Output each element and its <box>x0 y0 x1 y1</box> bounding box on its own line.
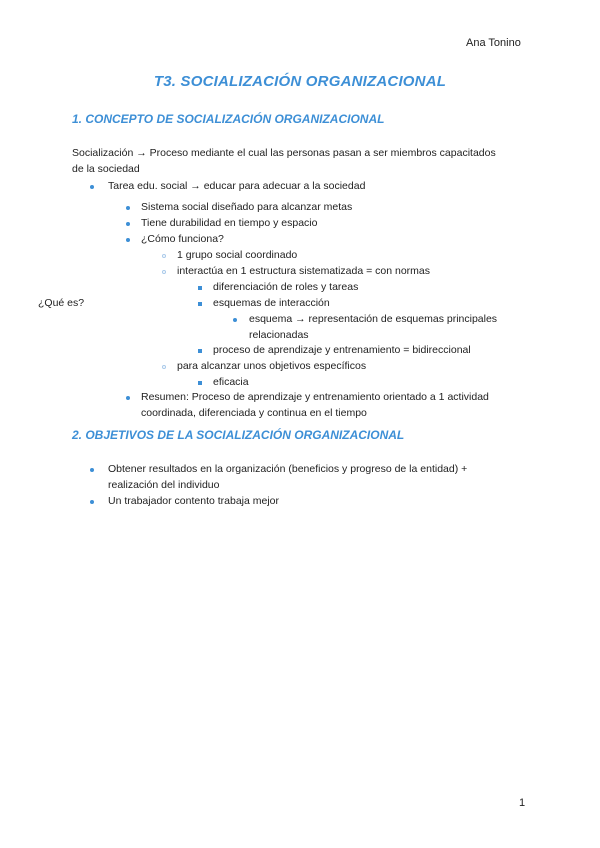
list-item: Obtener resultados en la organización (beneficios y progreso de la entidad) + <box>108 463 468 475</box>
page-number: 1 <box>519 797 526 809</box>
page-title: T3. SOCIALIZACIÓN ORGANIZACIONAL <box>153 73 447 90</box>
list-item: proceso de aprendizaje y entrenamiento = bidireccional <box>213 344 471 356</box>
list-item: Un trabajador contento trabaja mejor <box>108 495 280 507</box>
bullet-circle-icon <box>162 270 166 274</box>
bullet-disc-icon <box>90 500 94 504</box>
section1-heading: 1. CONCEPTO DE SOCIALIZACIÓN ORGANIZACIONAL <box>72 112 385 126</box>
list-item: interactúa en 1 estructura sistematizada = con normas <box>177 265 431 277</box>
list-item-continuation: relacionadas <box>249 329 309 341</box>
bullet-disc-icon <box>126 396 130 400</box>
list-item: diferenciación de roles y tareas <box>213 281 359 293</box>
list-item: ¿Cómo funciona? <box>141 233 224 245</box>
bullet-square-icon <box>198 302 202 306</box>
author-name: Ana Tonino <box>466 37 521 49</box>
list-item-continuation: realización del individuo <box>108 479 220 491</box>
bullet-disc-icon <box>90 185 94 189</box>
intro-line-1: Socialización → Proceso mediante el cual las personas pasan a ser miembros capacitados <box>72 147 496 159</box>
bullet-square-icon <box>198 381 202 385</box>
list-item: Sistema social diseñado para alcanzar metas <box>141 201 353 213</box>
intro-line-2: de la sociedad <box>72 163 140 175</box>
list-item-continuation: coordinada, diferenciada y continua en el tiempo <box>141 407 367 419</box>
bullet-disc-icon <box>90 468 94 472</box>
side-label: ¿Qué es? <box>38 297 85 309</box>
bullet-disc-icon <box>126 222 130 226</box>
bullet-square-icon <box>198 349 202 353</box>
bullet-circle-icon <box>162 365 166 369</box>
bullet-disc-icon <box>233 318 237 322</box>
bullet-circle-icon <box>162 254 166 258</box>
list-item: esquema → representación de esquemas principales <box>249 313 498 325</box>
list-item: Resumen: Proceso de aprendizaje y entrenamiento orientado a 1 actividad <box>141 391 489 403</box>
list-item: esquemas de interacción <box>213 297 330 309</box>
list-item: Tarea edu. social → educar para adecuar a la sociedad <box>108 180 366 192</box>
list-item: para alcanzar unos objetivos específicos <box>177 360 367 372</box>
list-item: eficacia <box>213 376 249 388</box>
section2-heading: 2. OBJETIVOS DE LA SOCIALIZACIÓN ORGANIZACIONAL <box>72 428 405 442</box>
list-item: 1 grupo social coordinado <box>177 249 298 261</box>
bullet-square-icon <box>198 286 202 290</box>
bullet-disc-icon <box>126 206 130 210</box>
list-item: Tiene durabilidad en tiempo y espacio <box>141 217 318 229</box>
bullet-disc-icon <box>126 238 130 242</box>
